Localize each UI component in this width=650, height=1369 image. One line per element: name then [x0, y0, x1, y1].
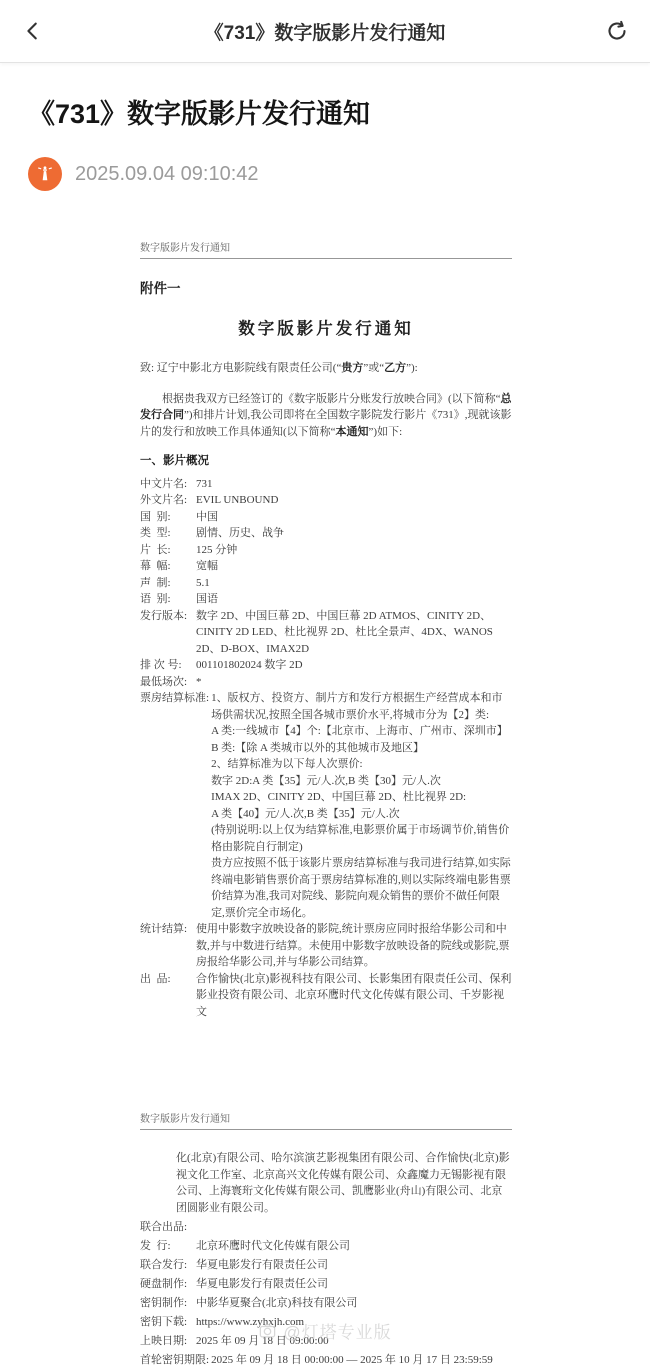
doc-field-value: 2025 年 09 月 18 日 09:00:00	[196, 1334, 329, 1347]
doc-field-value: *	[196, 675, 202, 688]
doc-field-label: 国 别:	[140, 510, 171, 523]
doc-field-value: 731	[196, 477, 213, 490]
doc-field-value: 中影华夏聚合(北京)科技有限公司	[196, 1296, 358, 1309]
lighthouse-logo-icon	[35, 164, 55, 184]
doc-field-label: 联合发行:	[140, 1259, 188, 1271]
doc-field-label: 上映日期:	[140, 1334, 188, 1347]
doc-field-label: 声 制:	[140, 576, 171, 589]
doc-field-label: 类 型:	[140, 527, 171, 540]
doc-field-label: 联合出品:	[140, 1221, 188, 1234]
doc-text-segment: 总发行合同	[140, 392, 512, 422]
doc-text-segment: 本通知	[335, 425, 369, 438]
doc-field-row	[140, 608, 512, 658]
doc-field-value: 北京环鹰时代文化传媒有限公司	[196, 1240, 350, 1253]
doc-page-break	[140, 1020, 512, 1112]
doc-field-row	[140, 1332, 512, 1351]
doc-field-value: https://www.zyhxjh.com	[196, 1315, 305, 1328]
doc-text-segment: 致: 辽宁中影北方电影院线有限责任公司(“	[140, 362, 342, 375]
doc-field-label: 密钥制作:	[140, 1296, 188, 1309]
doc-field-value: 数字 2D、中国巨幕 2D、中国巨幕 2D ATMOS、CINITY 2D、CINITY 2D LED、杜比视界 2D、杜比全景声、4DX、WANOS 2D、D-BOX、IMAX2D	[196, 609, 493, 655]
doc-text-segment: ”或“	[363, 362, 385, 375]
doc-field-row	[140, 1313, 512, 1332]
doc-field-label: 幕 幅:	[140, 560, 171, 573]
author-avatar[interactable]	[28, 157, 62, 191]
doc-field-label: 出 品:	[140, 972, 171, 985]
doc-field-value: 5.1	[196, 576, 210, 589]
doc-field-value: 合作愉快(北京)影视科技有限公司、长影集团有限责任公司、保利影业投资有限公司、北京环鹰时代文化传媒有限公司、千岁影视文	[196, 972, 512, 1018]
doc-field-label: 排 次 号:	[140, 659, 182, 672]
doc-section-title: 一、影片概况	[140, 455, 209, 468]
doc-field-label: 首轮密钥期限:	[140, 1353, 210, 1366]
doc-field-row	[140, 575, 512, 592]
doc-field-row	[140, 509, 512, 526]
doc-field-value: 剧情、历史、战争	[196, 527, 284, 540]
doc-field-label: 语 别:	[140, 593, 171, 606]
back-button[interactable]	[10, 8, 56, 54]
doc-field-value: 中国	[196, 510, 218, 523]
doc-field-row	[140, 1256, 512, 1275]
doc-text-segment: 根据贵我双方已经签订的《数字版影片分账发行放映合同》(以下简称“	[162, 392, 501, 405]
doc-field-label: 硬盘制作:	[140, 1277, 188, 1290]
doc-field-value: 使用中影数字放映设备的影院,统计票房应同时报给华影公司和中数,并与中数进行结算。未使用中影数字放映设备的院线或影院,票房报给华影公司,并与华影公司结算。	[196, 923, 510, 969]
doc-text-segment: 乙方	[384, 362, 407, 375]
doc-page-header: 数字版影片发行通知	[140, 1114, 230, 1126]
doc-addressee	[140, 360, 512, 377]
doc-field-label: 统计结算:	[140, 923, 188, 936]
page-title: 《731》数字版影片发行通知	[28, 99, 371, 129]
doc-field-list-page2	[140, 1218, 512, 1369]
doc-field-value: 华夏电影发行有限责任公司	[196, 1277, 328, 1290]
doc-field-row	[140, 1351, 512, 1369]
doc-text-segment: ”)如下:	[368, 425, 403, 438]
doc-field-row	[140, 1237, 512, 1256]
doc-attachment-label: 附件一	[140, 281, 181, 297]
doc-continuation-paragraph: 化(北京)有限公司、哈尔滨演艺影视集团有限公司、合作愉快(北京)影视文化工作室、北京高兴文化传媒有限公司、众鑫魔力无锡影视有限公司、上海寰珩文化传媒有限公司、凯鹰影业(舟山)有限公司、北京团圆影业有限公司。	[176, 1152, 510, 1214]
doc-intro-paragraph	[140, 391, 512, 441]
doc-field-row	[140, 921, 512, 971]
doc-field-label: 中文片名:	[140, 477, 188, 490]
doc-field-label: 发 行:	[140, 1240, 171, 1253]
doc-field-row	[140, 657, 512, 674]
refresh-button[interactable]	[594, 8, 640, 54]
doc-field-row	[140, 476, 512, 493]
doc-text-segment: ”):	[406, 362, 418, 375]
doc-field-value: 001101802024 数字 2D	[196, 659, 303, 672]
doc-field-row	[140, 591, 512, 608]
doc-header-rule	[140, 258, 512, 259]
doc-field-value: 华夏电影发行有限责任公司	[196, 1259, 328, 1271]
doc-page-1	[140, 241, 512, 1020]
chevron-left-icon	[22, 20, 44, 42]
doc-field-row	[140, 525, 512, 542]
doc-field-row	[140, 690, 512, 921]
doc-field-row	[140, 542, 512, 559]
doc-field-label: 外文片名:	[140, 494, 188, 507]
doc-field-value: 国语	[196, 593, 218, 606]
doc-page-2	[140, 1112, 512, 1369]
doc-field-label: 票房结算标准:	[140, 692, 210, 705]
doc-field-value: 宽幅	[196, 560, 218, 573]
doc-field-row	[140, 1218, 512, 1237]
article-body	[0, 96, 650, 1369]
doc-field-row	[140, 558, 512, 575]
doc-text-segment: 贵方	[341, 362, 364, 375]
watermark-text: @灯塔专业版	[283, 1323, 392, 1342]
doc-header-rule	[140, 1129, 512, 1130]
doc-field-label: 密钥下载:	[140, 1315, 188, 1328]
doc-field-row	[140, 492, 512, 509]
publish-timestamp: 2025.09.04 09:10:42	[75, 162, 259, 185]
doc-field-row	[140, 1275, 512, 1294]
doc-field-value: 2025 年 09 月 18 日 00:00:00 — 2025 年 10 月 17 日 23:59:59	[211, 1353, 493, 1366]
document-scan-image[interactable]	[28, 241, 622, 1369]
doc-field-row	[140, 674, 512, 691]
doc-field-row	[140, 971, 512, 1021]
doc-field-value: 125 分钟	[196, 543, 238, 556]
doc-field-row	[140, 1294, 512, 1313]
doc-field-list-page1	[140, 476, 512, 1021]
doc-page-header: 数字版影片发行通知	[140, 243, 230, 255]
byline	[28, 157, 622, 191]
doc-title: 数字版影片发行通知	[238, 318, 414, 338]
doc-field-value: EVIL UNBOUND	[196, 494, 279, 507]
refresh-icon	[605, 19, 629, 43]
doc-field-label: 发行版本:	[140, 609, 188, 622]
doc-field-value: 1、版权方、投资方、制片方和发行方根据生产经营成本和市场供需状况,按照全国各城市票价水平,将城市分为【2】类: A 类:一线城市【4】个:【北京市、上海市、广州市、深圳市】 B 类:【除 A 类城市以外的其他城市及地区】 2、结算标准为以下每人次票价: 数字 2D:A 类【35】元/人.次,B 类【30】元/人.次 IMAX 2D、CINITY 2D、中国巨幕 2D、杜比视界 2D: A 类【40】元/人.次,B 类【35】元/人.次 (特别说明:以上仅为结算标准,电影票价属于市场调节价,销售价格由影院自行制定) 贵方应按照不低于该影片票房结算标准与我司进行结算,如实际终端电影销售票价高于票房结算标准的,则以实际终端电影售票价结算为准,我司对院线、影院向观众销售的票价不做任何限定,票价完全市场化。	[211, 692, 511, 919]
nav-title: 《731》数字版影片发行通知	[204, 22, 446, 44]
doc-field-label: 片 长:	[140, 543, 171, 556]
doc-text-segment: ”)和排片计划,我公司即将在全国数字影院发行影片《731》,现就该影片的发行和放映工作具体通知(以下简称“	[140, 409, 512, 438]
doc-field-label: 最低场次:	[140, 675, 188, 688]
navbar	[0, 0, 650, 63]
